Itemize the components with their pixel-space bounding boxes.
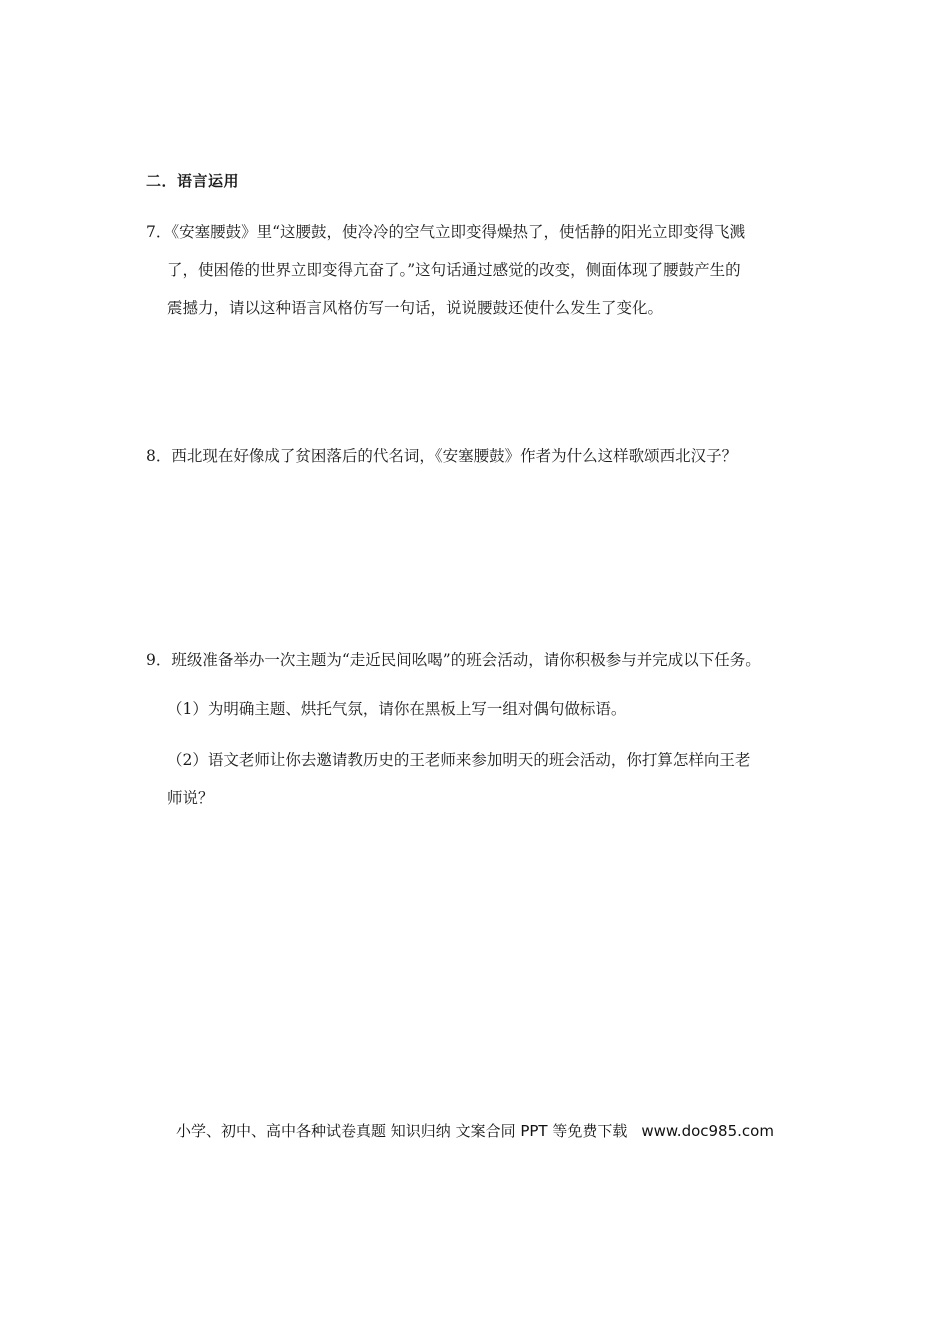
sub-question-text: （1）为明确主题、烘托气氛，请你在黑板上写一组对偶句做标语。 (167, 700, 627, 718)
question-8-line-1 (146, 437, 836, 475)
question-number: 7． (146, 223, 172, 241)
question-number: 9． (146, 651, 172, 669)
question-9-line-1 (146, 641, 836, 679)
question-9-sub-2 (167, 741, 837, 817)
question-7 (146, 213, 836, 327)
question-9-sub-1 (167, 690, 837, 728)
question-8 (146, 437, 836, 475)
sub-question-text-line-1: （2）语文老师让你去邀请教历史的王老师来参加明天的班会活动，你打算怎样向王老 (167, 751, 751, 769)
question-9 (146, 641, 836, 679)
question-text: 班级准备举办一次主题为“走近民间吆喝”的班会活动，请你积极参与并完成以下任务。 (171, 651, 761, 669)
question-7-line-1 (146, 213, 836, 251)
footer-url[interactable]: www.doc985.com (641, 1122, 774, 1140)
footer (0, 1120, 950, 1141)
question-7-line-2: 了，使困倦的世界立即变得亢奋了。”这句话通过感觉的改变，侧面体现了腰鼓产生的 (167, 261, 741, 279)
question-number: 8． (146, 447, 172, 465)
question-text: 《安塞腰鼓》里“这腰鼓，使冷冷的空气立即变得燥热了，使恬静的阳光立即变得飞溅 (171, 223, 746, 241)
question-text: 西北现在好像成了贫困落后的代名词，《安塞腰鼓》作者为什么这样歌颂西北汉子？ (171, 447, 738, 465)
section-title: 二．语言运用 (146, 172, 240, 190)
footer-text: 小学、初中、高中各种试卷真题 知识归纳 文案合同 PPT 等免费下载 (176, 1122, 628, 1140)
sub-question-text-line-2: 师说？ (167, 789, 214, 807)
question-7-line-3: 震撼力，请以这种语言风格仿写一句话，说说腰鼓还使什么发生了变化。 (167, 299, 664, 317)
